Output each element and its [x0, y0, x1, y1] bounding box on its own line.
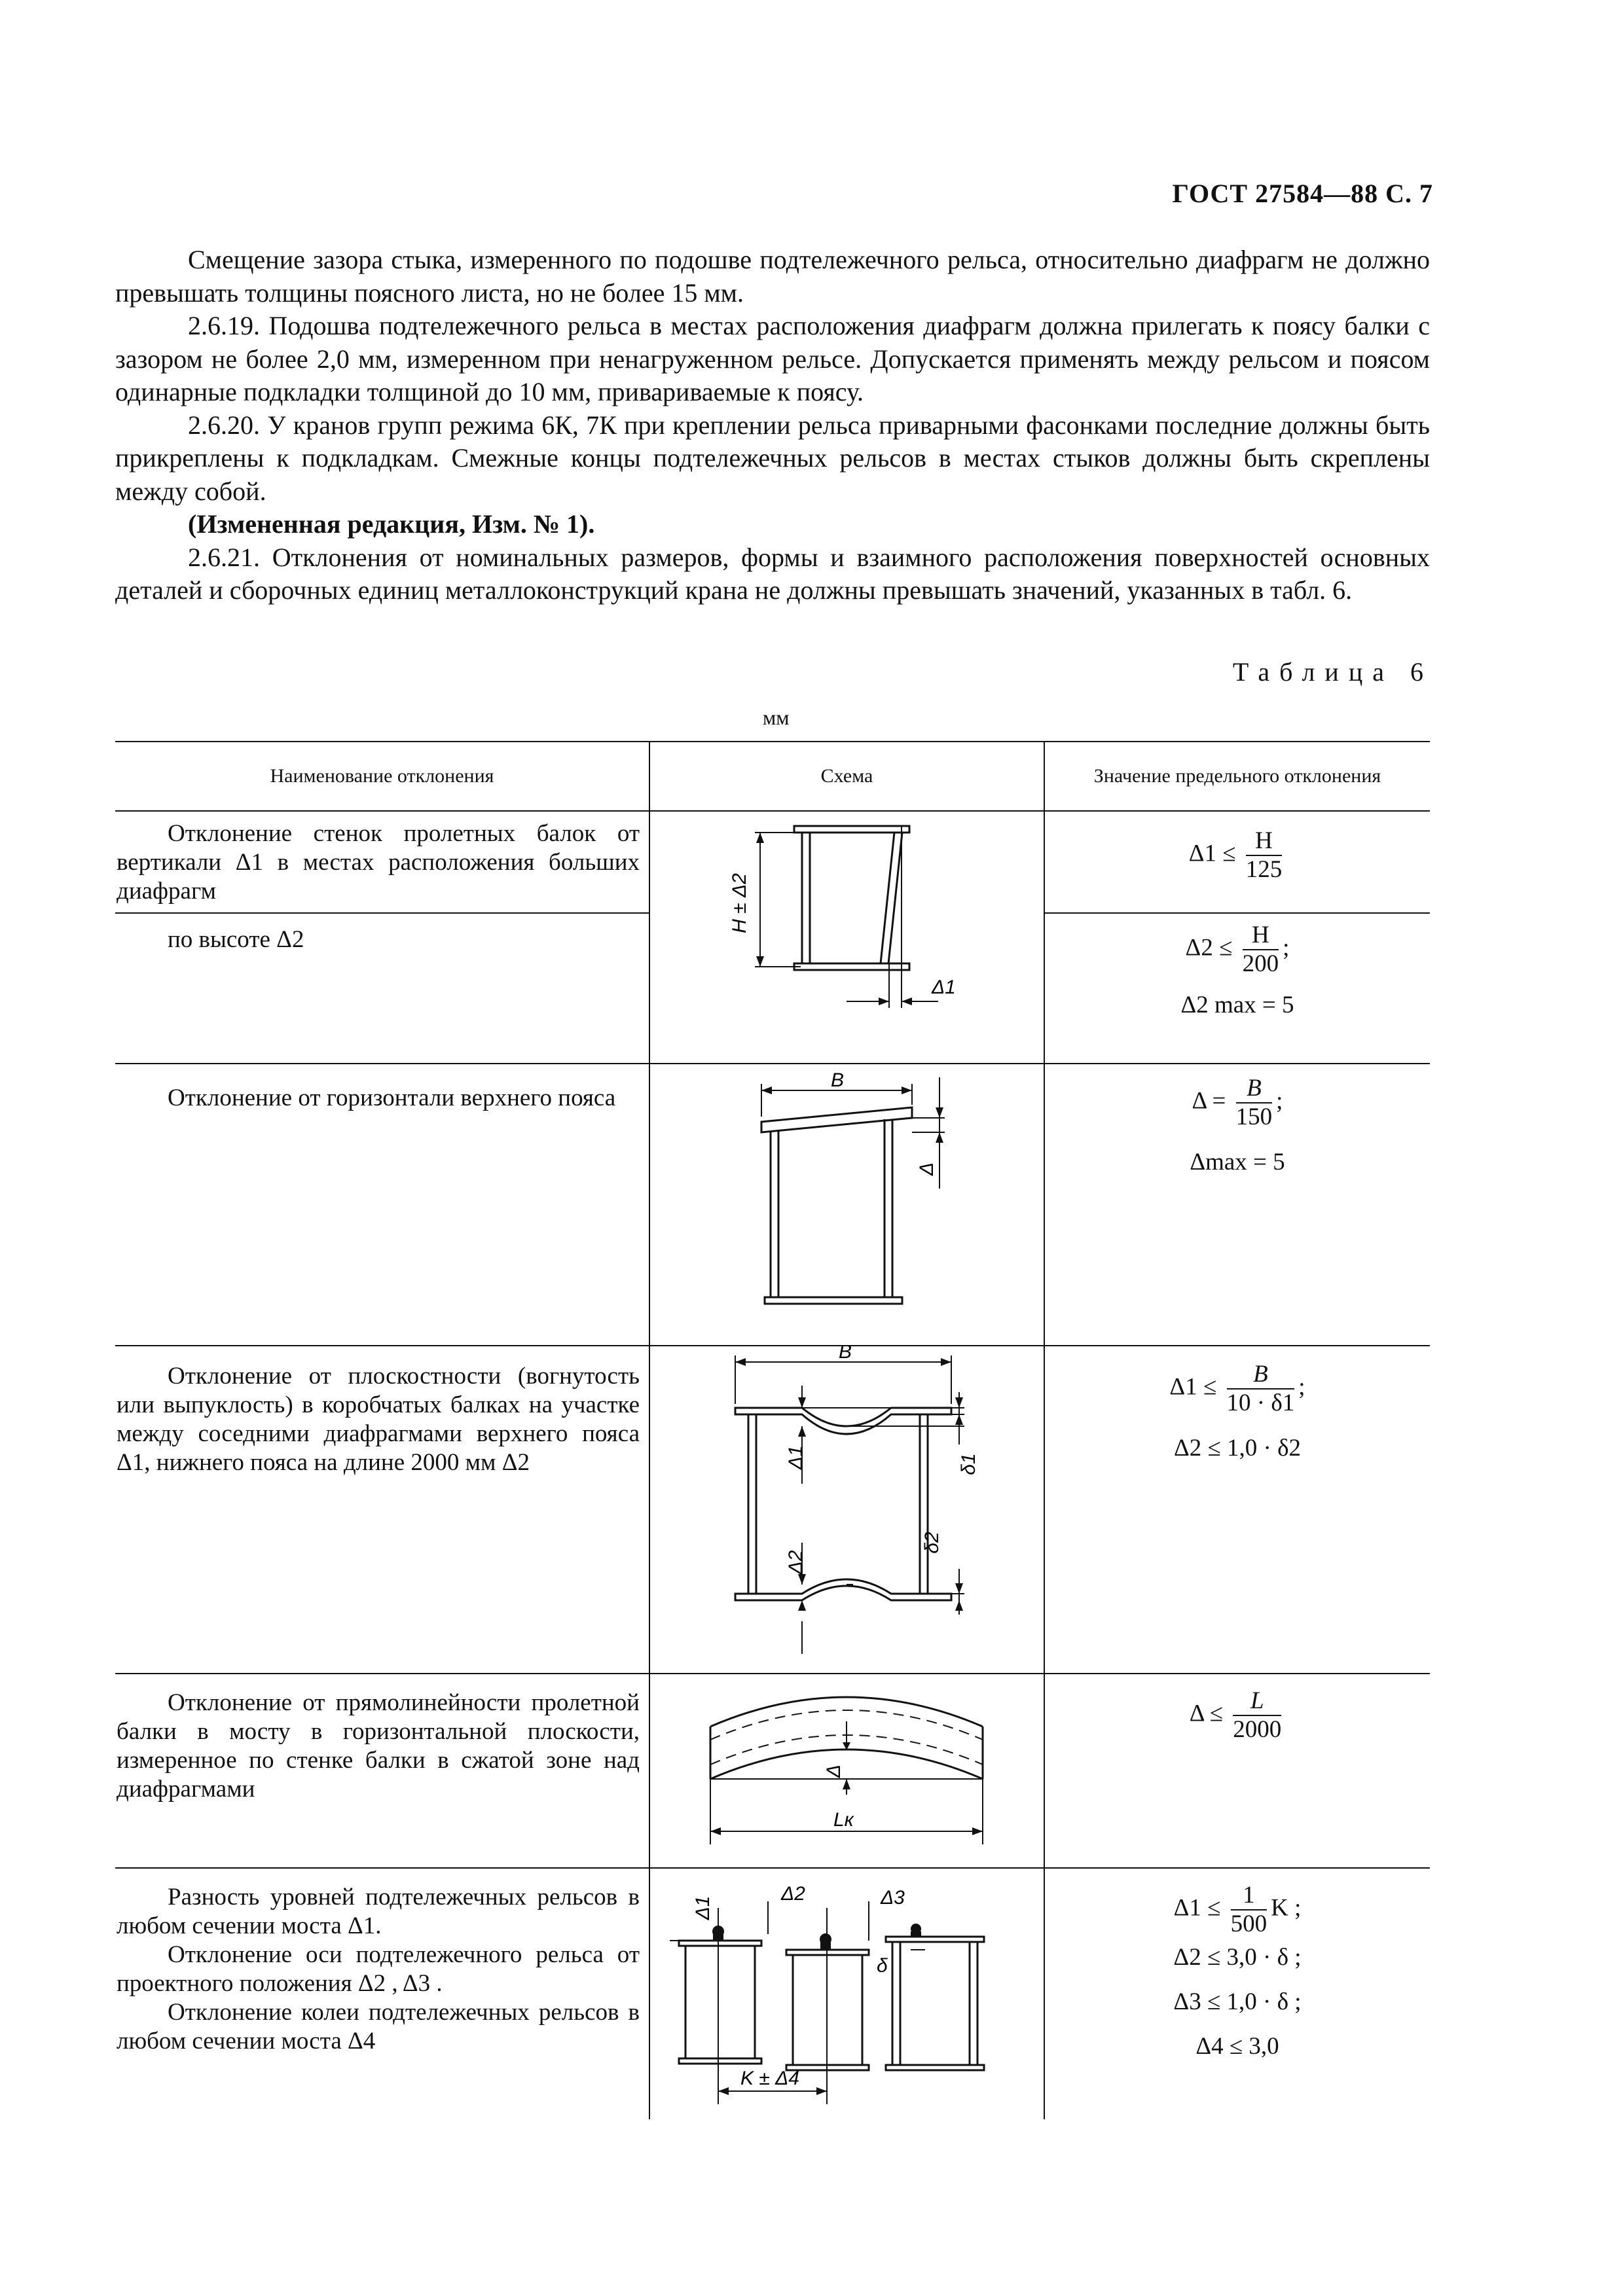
delta3-label: Δ3 [881, 1887, 905, 1909]
deviation-value: Δ ≤ $\frac{L}{2000}$ [1044, 1674, 1430, 1868]
delta-label: Δ [916, 1162, 938, 1176]
delta2-label: Δ2 [785, 1550, 807, 1575]
scheme-cell [649, 1346, 1044, 1674]
deviation-name: Отклонение от горизонтали верхнего пояса [115, 1064, 649, 1346]
scheme-cell [649, 811, 1044, 1064]
paragraph: 2.6.19. Подошва подтележечного рельса в местах расположения диафрагм должна прилегать к поясу балки с зазором не более 2,0 мм, измеренном при ненагруженном рельсе. Допускается применять между рельсом и поясом одинарные подкладки толщиной до 10 мм, привариваемые к поясу. [115, 311, 1430, 406]
height-label: H ± Δ2 [729, 873, 750, 933]
delta1-thickness-label: δ1 [958, 1453, 979, 1475]
delta1-label: Δ1 [785, 1445, 807, 1470]
body-text [115, 243, 1430, 607]
deviation-value: Δ = $\frac{B}{150}$ ; Δmax = 5 [1044, 1064, 1430, 1346]
flatness-diagram [650, 1346, 1045, 1666]
deviation-name: Разность уровней подтележечных рельсов в любом сечении моста Δ1. Отклонение оси подтележечного рельса от проектного положения Δ2 , Δ3 . Отклонение колеи подтележечных рельсов в любом сечении моста Δ4 [115, 1868, 649, 2119]
width-label: B [839, 1346, 852, 1363]
table-row [115, 1674, 1430, 1868]
table-row [115, 811, 1430, 913]
deviation-value: Δ1 ≤ $\frac{B}{10 \cdot \delta 1}$ ; Δ2 ≤ 1,0 · δ2 [1044, 1346, 1430, 1674]
paragraph: 2.6.20. У кранов групп режима 6К, 7К при креплении рельса приварными фасонками последние должны быть прикреплены к подкладкам. Смежные концы подтележечных рельсов в местах стыков должны быть скреплены между собой. [115, 410, 1430, 506]
scheme-cell [649, 1064, 1044, 1346]
deviation-name: Отклонение стенок пролетных балок от вертикали Δ1 в местах расположения больших диафрагм [115, 811, 649, 913]
top-chord-horizontality-diagram [650, 1064, 1045, 1338]
rail-position-diagram [650, 1869, 1045, 2112]
table-header-row [115, 742, 1430, 811]
table-row [115, 1346, 1430, 1674]
deviation-value: Δ2 ≤ $\frac{H}{200}$ ; Δ2 max = 5 [1044, 913, 1430, 1064]
paragraph: 2.6.21. Отклонения от номинальных размеров, формы и взаимного расположения поверхностей основных деталей и сборочных единиц металлоконструкций крана не должны превышать значений, указанных в табл. 6. [115, 542, 1430, 605]
wall-verticality-diagram [650, 812, 1045, 1055]
table-row [115, 1868, 1430, 2119]
deviation-name: по высоте Δ2 [115, 913, 649, 1064]
table-caption: Таблица 6 [1232, 657, 1433, 687]
span-label: Lк [833, 1809, 854, 1831]
delta1-label: Δ1 [692, 1895, 714, 1920]
delta1-label: Δ1 [932, 977, 956, 998]
thickness-label: δ [877, 1955, 888, 1977]
page-header: ГОСТ 27584—88 С. 7 [1172, 179, 1433, 208]
table-units: мм [763, 706, 790, 729]
gauge-label: K ± Δ4 [740, 2068, 799, 2089]
delta-label: Δ [823, 1764, 845, 1778]
column-header-scheme: Схема [649, 742, 1044, 811]
scheme-cell [649, 1868, 1044, 2119]
delta2-label: Δ2 [781, 1883, 805, 1905]
deviation-name: Отклонение от плоскостности (вогнутость или выпуклость) в коробчатых балках на участке между соседними диафрагмами верхнего пояса Δ1, нижнего пояса на длине 2000 мм Δ2 [115, 1346, 649, 1674]
scheme-cell [649, 1674, 1044, 1868]
deviation-name: Отклонение от прямолинейности пролетной балки в мосту в горизонтальной плоскости, измеренное по стенке балки в сжатой зоне над диафрагмами [115, 1674, 649, 1868]
paragraph: Смещение зазора стыка, измеренного по подошве подтележечного рельса, относительно диафрагм не должно превышать толщины поясного листа, но не более 15 мм. [115, 245, 1430, 308]
straightness-diagram [650, 1674, 1045, 1860]
amendment-note: (Измененная редакция, Изм. № 1). [188, 509, 595, 539]
deviation-table [115, 741, 1430, 2119]
column-header-value: Значение предельного отклонения [1044, 742, 1430, 811]
table-row [115, 1064, 1430, 1346]
column-header-name: Наименование отклонения [115, 742, 649, 811]
width-label: B [831, 1069, 845, 1091]
deviation-value: Δ1 ≤ $\frac{1}{500}$ K ; Δ2 ≤ 3,0 · δ ; Δ3 ≤ 1,0 · δ ; Δ4 ≤ 3,0 [1044, 1868, 1430, 2119]
deviation-value: Δ1 ≤ $\frac{H}{125}$ [1044, 811, 1430, 913]
delta2-thickness-label: δ2 [921, 1532, 943, 1554]
